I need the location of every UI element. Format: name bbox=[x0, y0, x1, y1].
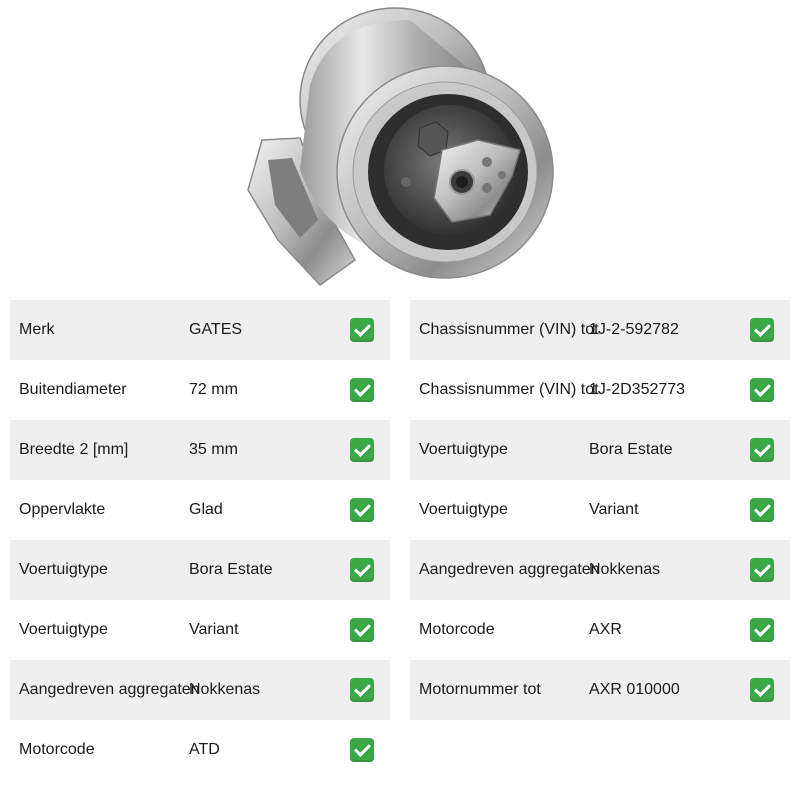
spec-row-oppervlakte bbox=[10, 480, 390, 540]
spec-row-aangedreven-aggregaten bbox=[10, 660, 390, 720]
spec-value: Nokkenas bbox=[589, 561, 661, 578]
spec-value: 72 mm bbox=[189, 381, 238, 398]
tensioner-pulley-icon bbox=[0, 0, 800, 300]
spec-table-right bbox=[410, 300, 790, 720]
spec-value: AXR 010000 bbox=[589, 681, 680, 698]
spec-row-chassisnummer bbox=[410, 300, 790, 360]
check-mark-icon bbox=[350, 558, 374, 582]
spec-value: AXR bbox=[589, 621, 622, 638]
spec-value: 1J-2-592782 bbox=[589, 321, 679, 338]
product-image bbox=[0, 0, 800, 300]
spec-value: Variant bbox=[589, 501, 639, 518]
check-mark-icon bbox=[750, 378, 774, 402]
spec-row-chassisnummer-2 bbox=[410, 360, 790, 420]
spec-row-voertuigtype-2 bbox=[410, 480, 790, 540]
spec-value: Variant bbox=[189, 621, 239, 638]
check-mark-icon bbox=[750, 438, 774, 462]
spec-label: Chassisnummer (VIN) tot bbox=[419, 321, 599, 338]
spec-label: Voertuigtype bbox=[419, 501, 508, 518]
check-mark-icon bbox=[350, 618, 374, 642]
check-mark-icon bbox=[350, 678, 374, 702]
spec-label: Voertuigtype bbox=[19, 621, 108, 638]
spec-table-left bbox=[10, 300, 390, 780]
check-mark-icon bbox=[350, 378, 374, 402]
spec-row-voertuigtype-2 bbox=[10, 600, 390, 660]
spec-value: 35 mm bbox=[189, 441, 238, 458]
spec-row-motorcode bbox=[10, 720, 390, 780]
spec-label: Merk bbox=[19, 321, 55, 338]
spec-value: Bora Estate bbox=[589, 441, 673, 458]
spec-label: Voertuigtype bbox=[19, 561, 108, 578]
spec-label: Motorcode bbox=[19, 741, 95, 758]
spec-value: 1J-2D352773 bbox=[589, 381, 686, 398]
check-mark-icon bbox=[350, 498, 374, 522]
spec-label: Oppervlakte bbox=[19, 501, 106, 518]
spec-label: Breedte 2 [mm] bbox=[19, 441, 129, 458]
spec-label: Chassisnummer (VIN) tot bbox=[419, 381, 599, 398]
spec-row-motorcode bbox=[410, 600, 790, 660]
spec-value: ATD bbox=[189, 741, 220, 758]
spec-row-buitendiameter bbox=[10, 360, 390, 420]
check-mark-icon bbox=[350, 738, 374, 762]
check-mark-icon bbox=[350, 318, 374, 342]
spec-label: Buitendiameter bbox=[19, 381, 127, 398]
spec-row-aangedreven-aggregaten bbox=[410, 540, 790, 600]
spec-label: Aangedreven aggregaten bbox=[419, 561, 600, 578]
check-mark-icon bbox=[750, 558, 774, 582]
spec-label: Motornummer tot bbox=[419, 681, 541, 698]
spec-value: Nokkenas bbox=[189, 681, 261, 698]
spec-label: Aangedreven aggregaten bbox=[19, 681, 200, 698]
spec-value: GATES bbox=[189, 321, 243, 338]
spec-row-voertuigtype bbox=[410, 420, 790, 480]
check-mark-icon bbox=[750, 618, 774, 642]
spec-row-motornummer-tot bbox=[410, 660, 790, 720]
check-mark-icon bbox=[350, 438, 374, 462]
spec-value: Bora Estate bbox=[189, 561, 273, 578]
spec-label: Voertuigtype bbox=[419, 441, 508, 458]
spec-row-voertuigtype bbox=[10, 540, 390, 600]
spec-value: Glad bbox=[189, 501, 223, 518]
spec-label: Motorcode bbox=[419, 621, 495, 638]
check-mark-icon bbox=[750, 318, 774, 342]
spec-row-breedte bbox=[10, 420, 390, 480]
check-mark-icon bbox=[750, 498, 774, 522]
check-mark-icon bbox=[750, 678, 774, 702]
spec-row-merk bbox=[10, 300, 390, 360]
